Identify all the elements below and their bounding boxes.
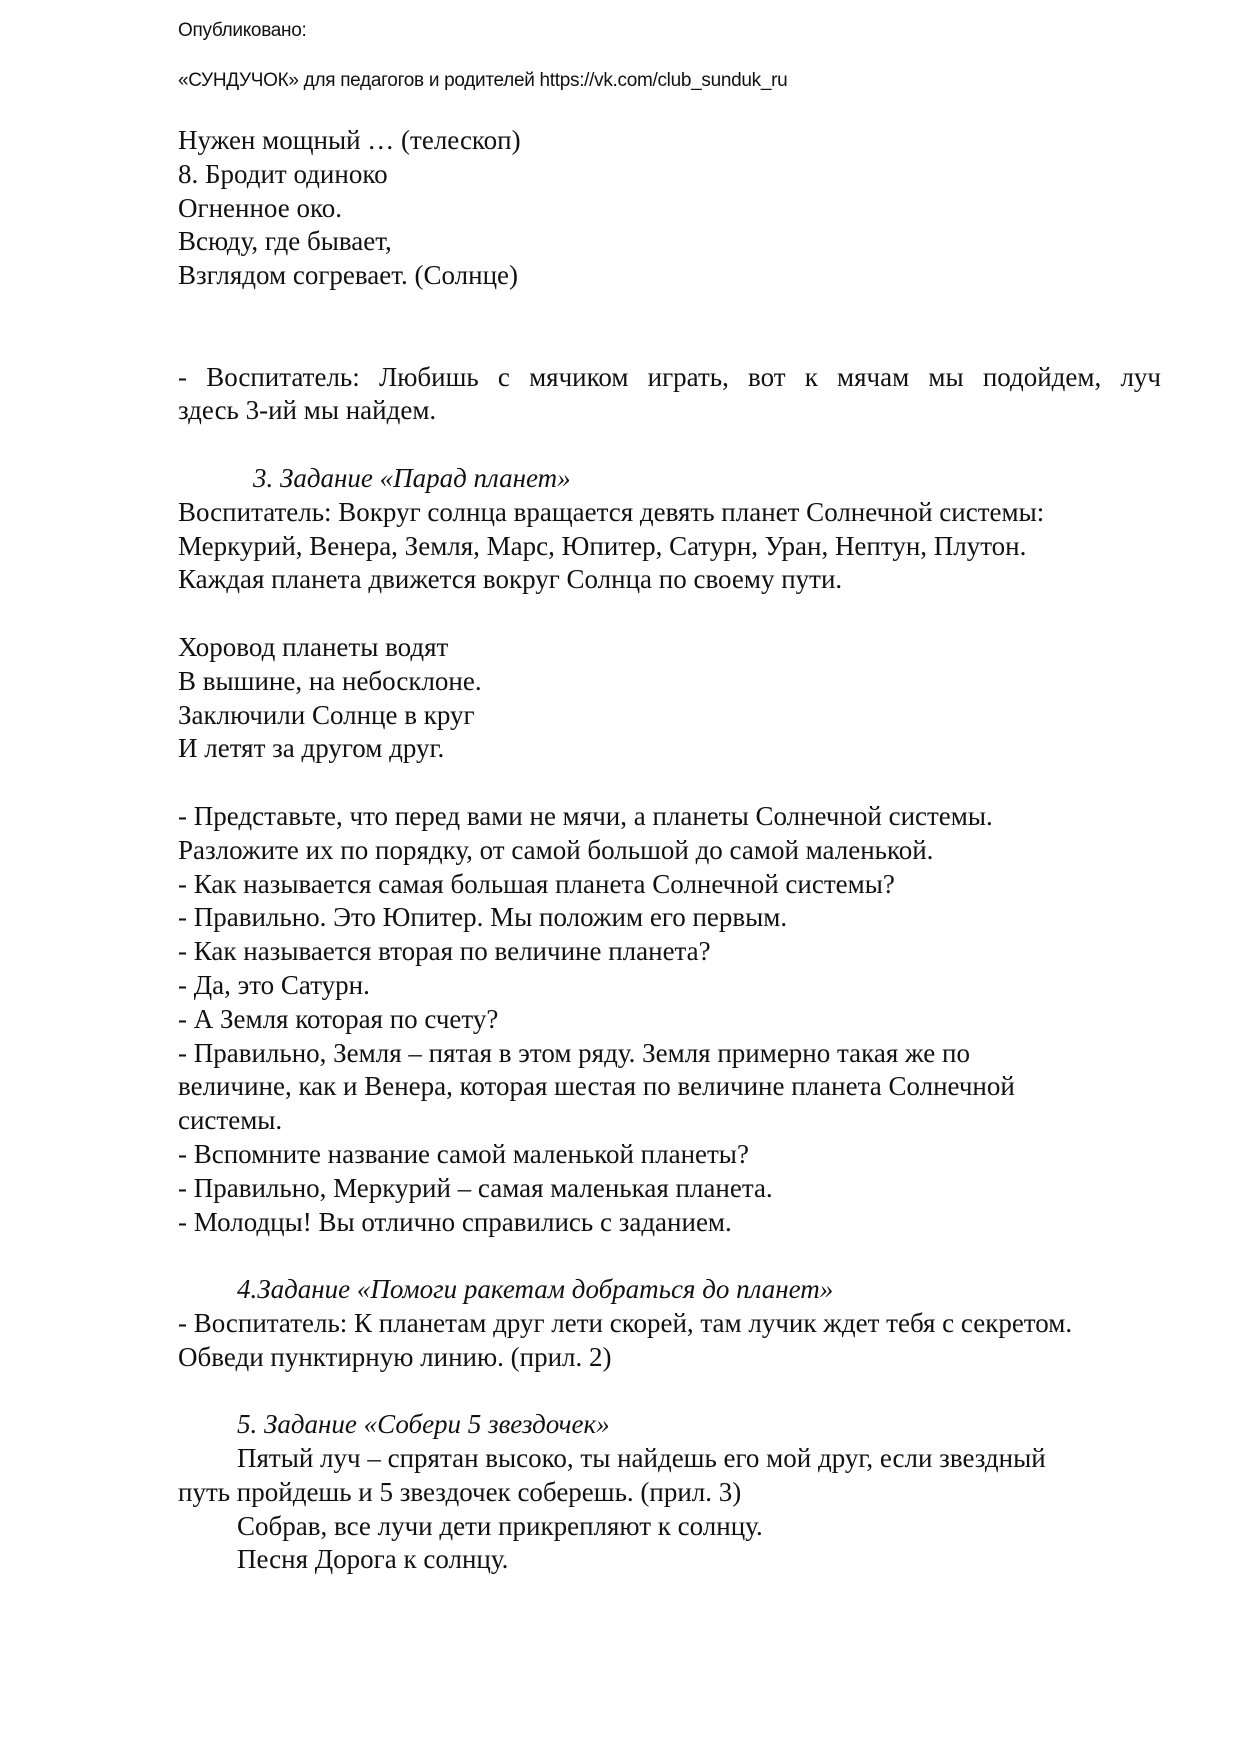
dialog-line: - Правильно, Земля – пятая в этом ряду. Земля примерно такая же по: [178, 1037, 970, 1068]
task3-heading: 3. Задание «Парад планет»: [253, 462, 571, 493]
dialog-line: системы.: [178, 1105, 283, 1136]
text-line: Песня Дорога к солнцу.: [237, 1544, 509, 1575]
text-line: Каждая планета движется вокруг Солнца по своему пути.: [178, 564, 843, 595]
published-label: Опубликовано:: [178, 20, 307, 41]
intro-paragraph: [178, 361, 1161, 429]
text-line: Взглядом согревает. (Солнце): [178, 260, 518, 291]
dialog-line: - А Земля которая по счету?: [178, 1003, 499, 1034]
text-line: здесь 3-ий мы найдем.: [178, 395, 437, 426]
dialog-line: величине, как и Венера, которая шестая по величине планета Солнечной: [178, 1071, 1015, 1102]
text-line: Огненное око.: [178, 192, 342, 223]
text-line: Обведи пунктирную линию. (прил. 2): [178, 1341, 612, 1372]
text-line: - Воспитатель: К планетам друг лети скорей, там лучик ждет тебя с секретом.: [178, 1307, 1073, 1338]
riddle: [178, 124, 1161, 293]
dialog-line: - Представьте, что перед вами не мячи, а планеты Солнечной системы.: [178, 800, 993, 831]
dialog-line: - Да, это Сатурн.: [178, 969, 370, 1000]
text-line: Собрав, все лучи дети прикрепляют к солнцу.: [237, 1510, 763, 1541]
text-line: путь пройдешь и 5 звездочек соберешь. (прил. 3): [178, 1476, 742, 1507]
task5-heading: 5. Задание «Собери 5 звездочек»: [237, 1409, 610, 1440]
dialog-line: Разложите их по порядку, от самой большой до самой маленькой.: [178, 834, 934, 865]
text-line: Пятый луч – спрятан высоко, ты найдешь его мой друг, если звездный: [237, 1443, 1046, 1474]
source-line: «СУНДУЧОК» для педагогов и родителей https://vk.com/club_sunduk_ru: [178, 70, 788, 91]
poem-line: Хоровод планеты водят: [178, 631, 449, 662]
poem-line: Заключили Солнце в круг: [178, 699, 475, 730]
dialog-line: - Как называется вторая по величине планета?: [178, 936, 711, 967]
dialog-line: - Молодцы! Вы отлично справились с заданием.: [178, 1206, 732, 1237]
dialog-line: - Как называется самая большая планета Солнечной системы?: [178, 868, 895, 899]
text-line: Всюду, где бывает,: [178, 226, 392, 257]
dialog-line: - Вспомните название самой маленькой планеты?: [178, 1138, 749, 1169]
text-line: Нужен мощный … (телескоп): [178, 125, 521, 155]
poem-line: И летят за другом друг.: [178, 733, 445, 764]
text-line: Воспитатель: Вокруг солнца вращается девять планет Солнечной системы:: [178, 496, 1045, 527]
text-line: 8. Бродит одиноко: [178, 158, 388, 189]
document-body: [178, 124, 1161, 1577]
text-line: Меркурий, Венера, Земля, Марс, Юпитер, Сатурн, Уран, Нептун, Плутон.: [178, 530, 1027, 561]
task4-heading: 4.Задание «Помоги ракетам добраться до планет»: [237, 1274, 834, 1305]
poem-line: В вышине, на небосклоне.: [178, 665, 482, 696]
text-line: - Воспитатель: Любишь с мячиком играть, вот к мячам мы подойдем, луч: [178, 361, 1161, 392]
dialog-line: - Правильно, Меркурий – самая маленькая планета.: [178, 1172, 773, 1203]
dialog-line: - Правильно. Это Юпитер. Мы положим его первым.: [178, 902, 788, 933]
